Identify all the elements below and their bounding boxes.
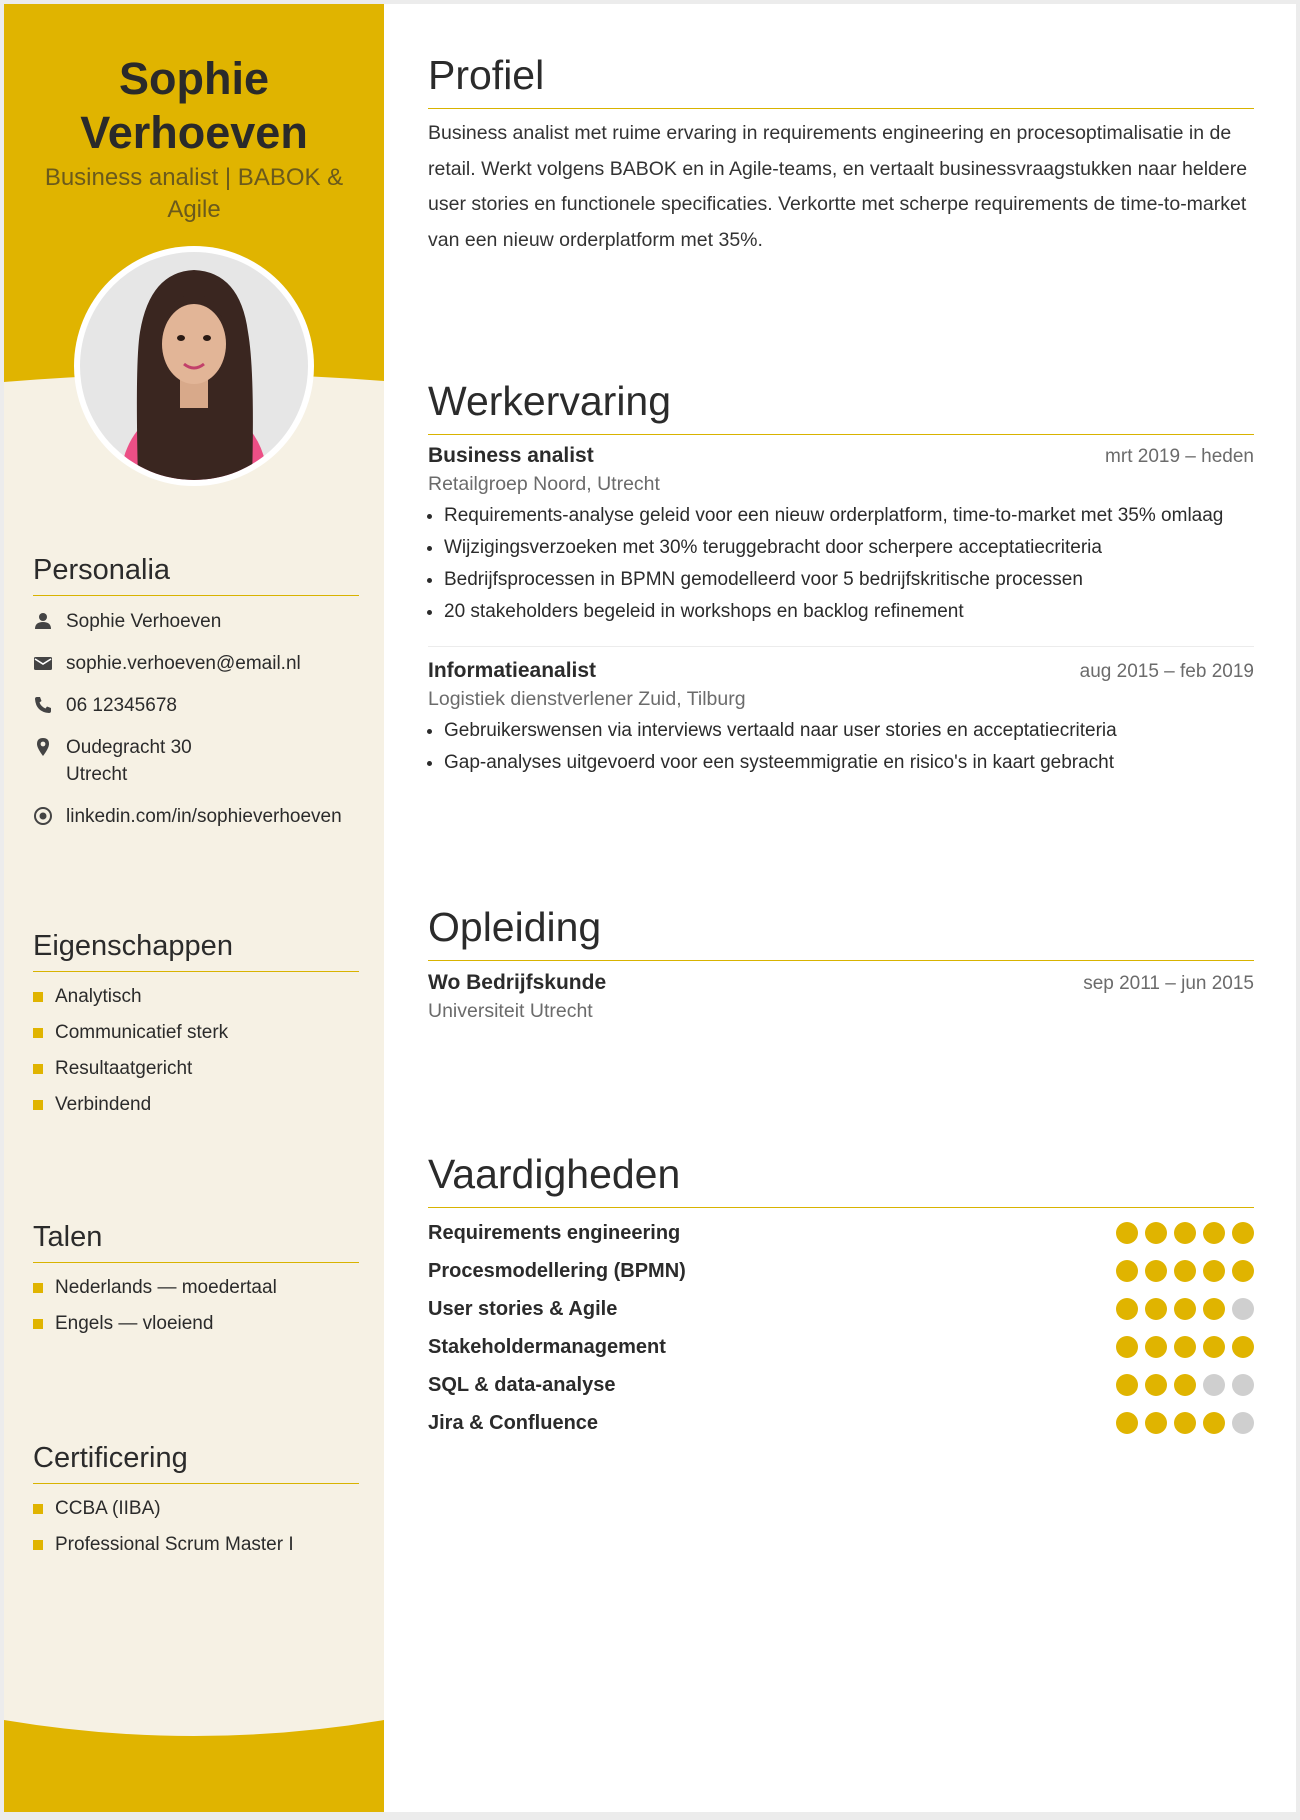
skills-list — [428, 1214, 1254, 1442]
job-subtitle: Business analist | BABOK & Agile — [44, 164, 344, 223]
job-title: Business analist — [428, 444, 594, 467]
rating-dot-filled — [1116, 1412, 1138, 1434]
bullet-square-icon — [33, 1028, 43, 1038]
sidebar — [4, 4, 384, 1812]
languages-section — [33, 1219, 359, 1347]
job-org: Logistiek dienstverlener Zuid, Tilburg — [428, 688, 746, 710]
job-bullet: • Gap-analyses uitgevoerd voor een systeemmigratie en risico's in kaart gebracht — [444, 747, 1254, 779]
skill-rating — [1109, 1260, 1254, 1282]
rating-dot-filled — [1116, 1260, 1138, 1282]
skill-row — [428, 1214, 1254, 1252]
skill-row — [428, 1252, 1254, 1290]
trait-text: Verbindend — [55, 1094, 152, 1115]
contact-phone[interactable] — [33, 692, 359, 719]
rating-dot-filled — [1203, 1298, 1225, 1320]
rating-dot-filled — [1174, 1412, 1196, 1434]
rating-dot-empty — [1203, 1374, 1225, 1396]
rating-dot-filled — [1232, 1222, 1254, 1244]
contact-linkedin[interactable] — [33, 803, 359, 830]
job-bullet: • 20 stakeholders begeleid in workshops en backlog refinement — [444, 596, 1254, 628]
rating-dot-filled — [1116, 1336, 1138, 1358]
skill-name: Requirements engineering — [428, 1221, 681, 1244]
trait-item — [33, 1020, 359, 1046]
personalia-section — [33, 552, 359, 845]
rating-dot-filled — [1145, 1412, 1167, 1434]
job-bullets — [428, 500, 1254, 628]
rating-dot-filled — [1174, 1374, 1196, 1396]
contact-linkedin-text[interactable]: linkedin.com/in/sophieverhoeven — [66, 806, 342, 827]
rating-dot-filled — [1145, 1260, 1167, 1282]
rating-dot-filled — [1145, 1336, 1167, 1358]
rating-dot-filled — [1203, 1260, 1225, 1282]
contact-name-text: Sophie Verhoeven — [66, 611, 222, 632]
rating-dot-filled — [1203, 1222, 1225, 1244]
trait-item — [33, 1092, 359, 1118]
language-text: Nederlands — moedertaal — [55, 1277, 277, 1298]
skill-name: Stakeholdermanagement — [428, 1335, 666, 1358]
trait-text: Resultaatgericht — [55, 1058, 193, 1079]
rating-dot-filled — [1145, 1374, 1167, 1396]
language-item — [33, 1311, 359, 1337]
bullet-square-icon — [33, 1100, 43, 1110]
trait-item — [33, 1056, 359, 1082]
education-school: Universiteit Utrecht — [428, 1000, 593, 1022]
rating-dot-filled — [1116, 1374, 1138, 1396]
language-text: Engels — vloeiend — [55, 1313, 214, 1334]
skills-title: Vaardigheden — [428, 1149, 1254, 1208]
bullet-square-icon — [33, 1319, 43, 1329]
skill-name: Procesmodellering (BPMN) — [428, 1259, 686, 1282]
education-entry — [428, 969, 1254, 1027]
skill-row — [428, 1366, 1254, 1404]
address-line-2: Utrecht — [66, 764, 128, 785]
profile-text: Business analist met ruime ervaring in requirements engineering en procesoptimalisatie in de retail. Werkt volgens BABOK en in Agile-teams, en vertaalt businessvraagstukken naar heldere user stories en functionele specificaties. Verkortte met scherpe requirements de time-to-market van een nieuw orderplatform met 35%. — [428, 122, 1248, 251]
cv-page — [4, 4, 1296, 1812]
job-bullet: • Wijzigingsverzoeken met 30% teruggebracht door scherpere acceptatiecriteria — [444, 532, 1254, 564]
rating-dot-empty — [1232, 1374, 1254, 1396]
rating-dot-empty — [1232, 1412, 1254, 1434]
trait-text: Analytisch — [55, 986, 142, 1007]
phone-icon — [33, 695, 53, 715]
rating-dot-filled — [1145, 1298, 1167, 1320]
contact-phone-text[interactable]: 06 12345678 — [66, 695, 177, 716]
mail-icon — [33, 653, 53, 673]
bullet-square-icon — [33, 1540, 43, 1550]
profile-title: Profiel — [428, 50, 1254, 109]
personalia-title: Personalia — [33, 552, 359, 596]
rating-dot-filled — [1203, 1412, 1225, 1434]
cert-item — [33, 1532, 359, 1558]
language-item — [33, 1275, 359, 1301]
job-date: mrt 2019 – heden — [1105, 446, 1254, 467]
first-name: Sophie — [118, 53, 269, 104]
bullet-square-icon — [33, 1504, 43, 1514]
trait-text: Communicatief sterk — [55, 1022, 229, 1043]
education-degree: Wo Bedrijfskunde — [428, 971, 607, 994]
job-entry — [428, 657, 1254, 779]
skill-name: SQL & data-analyse — [428, 1373, 616, 1396]
job-entry — [428, 442, 1254, 628]
rating-dot-filled — [1232, 1260, 1254, 1282]
rating-dot-filled — [1174, 1336, 1196, 1358]
contact-email-text[interactable]: sophie.verhoeven@email.nl — [66, 653, 301, 674]
sidebar-footer-shape — [4, 1692, 384, 1812]
skill-rating — [1109, 1336, 1254, 1358]
rating-dot-empty — [1232, 1298, 1254, 1320]
rating-dot-filled — [1232, 1336, 1254, 1358]
contact-address — [33, 734, 359, 788]
skill-rating — [1109, 1222, 1254, 1244]
job-org: Retailgroep Noord, Utrecht — [428, 473, 660, 495]
bullet-square-icon — [33, 992, 43, 1002]
certs-section — [33, 1440, 359, 1568]
skill-row — [428, 1328, 1254, 1366]
cert-text: Professional Scrum Master I — [55, 1534, 294, 1555]
rating-dot-filled — [1116, 1298, 1138, 1320]
rating-dot-filled — [1116, 1222, 1138, 1244]
education-title: Opleiding — [428, 902, 1254, 961]
contact-address-text — [66, 734, 192, 788]
last-name: Verhoeven — [80, 107, 308, 158]
skill-name: User stories & Agile — [428, 1297, 618, 1320]
job-date: aug 2015 – feb 2019 — [1079, 661, 1254, 682]
languages-title: Talen — [33, 1219, 359, 1263]
rating-dot-filled — [1174, 1222, 1196, 1244]
rating-dot-filled — [1174, 1298, 1196, 1320]
job-bullet: • Bedrijfsprocessen in BPMN gemodelleerd voor 5 bedrijfskritische processen — [444, 564, 1254, 596]
rating-dot-filled — [1145, 1222, 1167, 1244]
certs-title: Certificering — [33, 1440, 359, 1484]
job-bullet: • Requirements-analyse geleid voor een nieuw orderplatform, time-to-market met 35% omlaag — [444, 500, 1254, 532]
job-bullets — [428, 715, 1254, 779]
person-icon — [33, 611, 53, 631]
bullet-square-icon — [33, 1283, 43, 1293]
trait-item — [33, 984, 359, 1010]
skill-name: Jira & Confluence — [428, 1411, 599, 1434]
person-name — [4, 52, 384, 160]
bullet-square-icon — [33, 1064, 43, 1074]
skill-rating — [1109, 1374, 1254, 1396]
cert-text: CCBA (IIBA) — [55, 1498, 161, 1519]
rating-dot-filled — [1203, 1336, 1225, 1358]
location-pin-icon — [33, 737, 53, 757]
address-line-1: Oudegracht 30 — [66, 737, 192, 758]
job-divider — [428, 646, 1254, 647]
education-date: sep 2011 – jun 2015 — [1083, 973, 1254, 994]
job-title: Informatieanalist — [428, 659, 597, 682]
skill-row — [428, 1404, 1254, 1442]
rating-dot-filled — [1174, 1260, 1196, 1282]
contact-name — [33, 608, 359, 635]
experience-title: Werkervaring — [428, 376, 1254, 435]
job-bullet: • Gebruikerswensen via interviews vertaald naar user stories en acceptatiecriteria — [444, 715, 1254, 747]
skill-rating — [1109, 1298, 1254, 1320]
traits-title: Eigenschappen — [33, 928, 359, 972]
skill-rating — [1109, 1412, 1254, 1434]
profile-photo — [74, 246, 314, 486]
contact-email[interactable] — [33, 650, 359, 677]
linkedin-icon — [33, 806, 53, 826]
traits-section — [33, 928, 359, 1128]
cert-item — [33, 1496, 359, 1522]
skill-row — [428, 1290, 1254, 1328]
